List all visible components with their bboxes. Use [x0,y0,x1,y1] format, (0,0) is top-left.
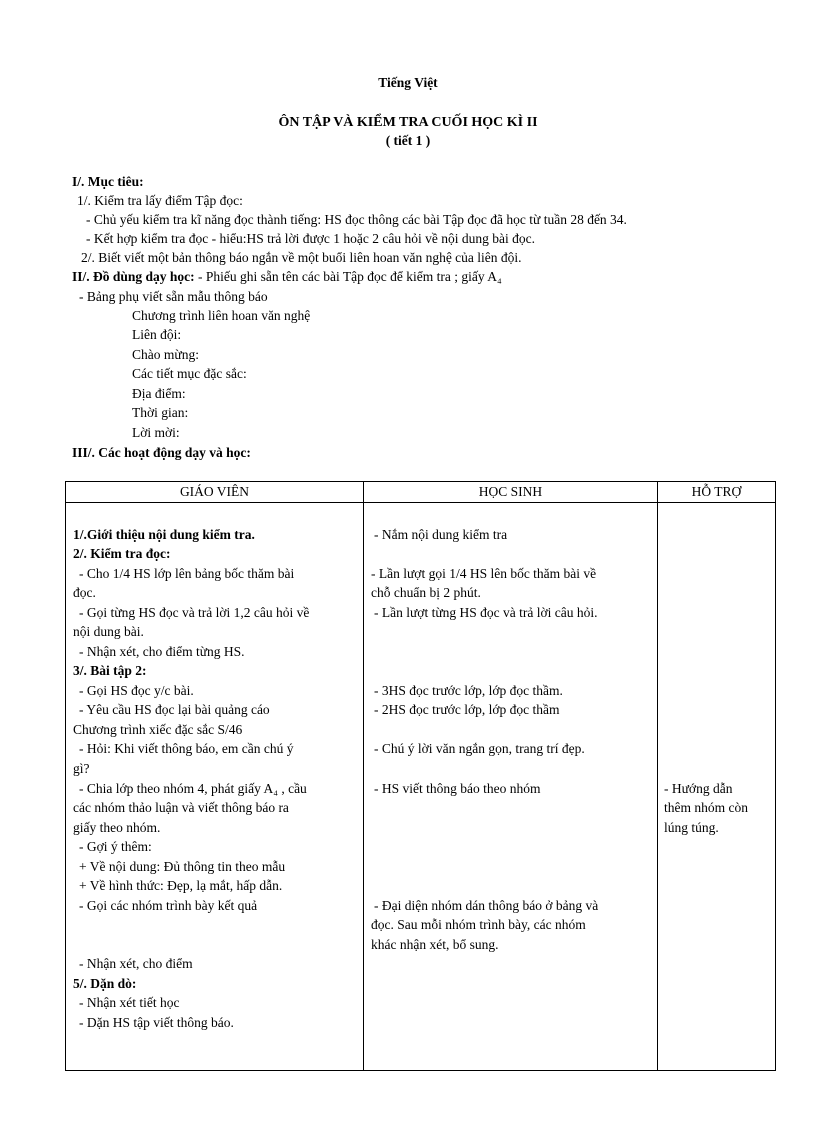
objective-1b: - Kết hợp kiểm tra đọc - hiểu:HS trả lời được 1 hoặc 2 câu hỏi về nội dung bài đọc. [86,231,535,246]
teacher-line: nội dung bài. [73,624,144,639]
teacher-line: - Yêu cầu HS đọc lại bài quảng cáo [79,702,270,717]
teacher-line: + Về hình thức: Đẹp, lạ mắt, hấp dẫn. [79,878,283,893]
student-column [364,503,658,1071]
teacher-line: - Gọi từng HS đọc và trả lời 1,2 câu hỏi về [79,605,310,620]
student-line: - Đại diện nhóm dán thông báo ở bảng và [374,898,599,913]
notice-template-line: Thời gian: [132,405,189,420]
teacher-line: 3/. Bài tập 2: [73,663,147,678]
materials-item-2: - Bảng phụ viết sẵn mẫu thông báo [79,289,268,304]
notice-template-line: Chào mừng: [132,347,199,362]
teacher-line: 1/.Giới thiệu nội dung kiểm tra. [73,527,255,542]
section-activities: III/. Các hoạt động dạy và học: [72,445,251,460]
teacher-line: 2/. Kiểm tra đọc: [73,546,171,561]
teacher-line: 5/. Dặn dò: [73,976,137,991]
notice-template-line: Lời mời: [132,425,180,440]
teacher-line: - Hỏi: Khi viết thông báo, em cần chú ý [79,741,294,756]
teacher-line: - Gọi các nhóm trình bày kết quả [79,898,258,913]
table-header-row [66,482,776,503]
header-teacher: GIÁO VIÊN [66,482,364,503]
support-line: - Hướng dẫn [664,781,733,796]
teacher-line: - Dặn HS tập viết thông báo. [79,1015,234,1030]
student-line: - Lần lượt từng HS đọc và trả lời câu hỏi. [374,605,598,620]
support-column [658,503,776,1071]
teacher-line: - Nhận xét, cho điểm [79,956,193,971]
section-materials [72,267,502,286]
student-line: - Nắm nội dung kiểm tra [374,527,508,542]
notice-template-line: Các tiết mục đặc sắc: [132,366,247,381]
support-line: lúng túng. [664,820,719,835]
teacher-line: giấy theo nhóm. [73,820,161,835]
teacher-line: - Nhận xét tiết học [79,995,180,1010]
student-line: - Lần lượt gọi 1/4 HS lên bốc thăm bài về [371,566,597,581]
objective-1: 1/. Kiểm tra lấy điểm Tập đọc: [77,193,243,208]
teacher-line: - Cho 1/4 HS lớp lên bảng bốc thăm bài [79,566,295,581]
lesson-subtitle: ( tiết 1 ) [385,133,431,148]
teacher-line: đọc. [73,585,96,600]
objective-1a: - Chủ yếu kiểm tra kĩ năng đọc thành tiếng: HS đọc thông các bài Tập đọc đã học từ tuần 28 đến 34. [86,212,627,227]
student-line: - 3HS đọc trước lớp, lớp đọc thầm. [374,683,563,698]
student-line: đọc. Sau mỗi nhóm trình bày, các nhóm [371,917,586,932]
notice-template-line: Liên đội: [132,327,182,342]
lesson-plan-table [65,481,776,1071]
section-objectives: I/. Mục tiêu: [72,174,144,189]
materials-item-1: - Phiếu ghi sẵn tên các bài Tập đọc để kiểm tra ; giấy A₄ [194,269,502,284]
student-line: chỗ chuẩn bị 2 phút. [371,585,481,600]
teacher-line: - Gợi ý thêm: [79,839,152,854]
objective-2: 2/. Biết viết một bản thông báo ngắn về một buổi liên hoan văn nghệ của liên đội. [81,250,522,265]
header-student: HỌC SINH [364,482,658,503]
support-line: thêm nhóm còn [664,800,748,815]
student-line: - 2HS đọc trước lớp, lớp đọc thầm [374,702,560,717]
student-line: - HS viết thông báo theo nhóm [374,781,541,796]
teacher-line: - Nhận xét, cho điểm từng HS. [79,644,245,659]
student-line: khác nhận xét, bổ sung. [371,937,499,952]
student-line: - Chú ý lời văn ngắn gọn, trang trí đẹp. [374,741,585,756]
subject-heading: Tiếng Việt [378,75,438,90]
notice-template-line: Địa điểm: [132,386,186,401]
teacher-line: - Gọi HS đọc y/c bài. [79,683,194,698]
teacher-column [66,503,364,1071]
notice-template-line: Chương trình liên hoan văn nghệ [132,308,311,323]
teacher-line: - Chia lớp theo nhóm 4, phát giấy A₄ , cầu [79,781,307,796]
teacher-line: Chương trình xiếc đặc sắc S/46 [73,722,243,737]
header-support: HỖ TRỢ [658,482,776,503]
lesson-title: ÔN TẬP VÀ KIỂM TRA CUỐI HỌC KÌ II [278,115,538,130]
teacher-line: gì? [73,761,90,776]
section-materials-heading: II/. Đồ dùng dạy học: [72,269,195,284]
teacher-line: các nhóm thảo luận và viết thông báo ra [73,800,289,815]
teacher-line: + Về nội dung: Đủ thông tin theo mẫu [79,859,286,874]
table-row [66,503,776,1071]
